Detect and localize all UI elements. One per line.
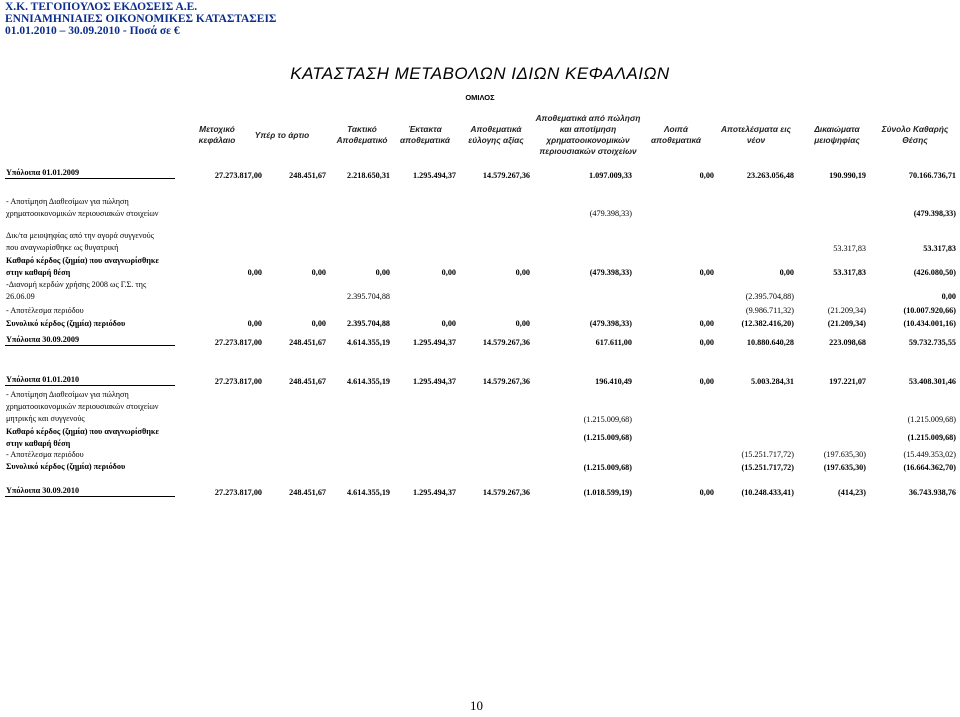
cell-value: (12.382.416,20) xyxy=(741,319,794,328)
col-header-afs-reserves: Αποθεματικά από πώληση και αποτίμηση χρηματοοικονομικών περιουσιακών στοιχείων xyxy=(535,113,641,156)
row-label-balance-2009-end: Υπόλοιπα 30.09.2009 xyxy=(6,335,80,344)
cell-value: 5.003.284,31 xyxy=(751,377,794,386)
cell-value: 0,00 xyxy=(247,319,262,328)
row-divider xyxy=(5,345,175,346)
cell-value: 14.579.267,36 xyxy=(482,338,530,347)
cell-value: 10.880.640,28 xyxy=(746,338,794,347)
cell-value: (15.251.717,72) xyxy=(741,463,794,472)
cell-value: 248.451,67 xyxy=(289,488,326,497)
cell-value: 0,00 xyxy=(699,171,714,180)
cell-value: 0,00 xyxy=(441,319,456,328)
col-header-minority-interest: Δικαιώματα μειοψηφίας xyxy=(814,124,860,145)
cell-value: 53.317,83 xyxy=(833,244,866,253)
cell-value: (479.398,33) xyxy=(589,268,632,277)
cell-value: (1.215.009,68) xyxy=(907,433,956,442)
cell-value: 223.098,68 xyxy=(829,338,866,347)
cell-value: 14.579.267,36 xyxy=(482,377,530,386)
cell-value: (1.215.009,68) xyxy=(583,463,632,472)
period-label: 01.01.2010 – 30.09.2010 - Ποσά σε € xyxy=(5,25,180,37)
cell-value: 4.614.355,19 xyxy=(347,377,390,386)
cell-value: 190.990,19 xyxy=(829,171,866,180)
cell-value: (9.986.711,32) xyxy=(745,306,794,315)
page-title: ΚΑΤΑΣΤΑΣΗ ΜΕΤΑΒΟΛΩΝ ΙΔΙΩΝ ΚΕΦΑΛΑΙΩΝ xyxy=(290,64,670,83)
cell-value: 248.451,67 xyxy=(289,171,326,180)
cell-value: (1.215.009,68) xyxy=(907,415,956,424)
row-label-net-equity-2009: Καθαρό κέρδος (ζημία) που αναγνωρίσθηκε xyxy=(6,256,159,265)
cell-value: (1.215.009,68) xyxy=(583,415,632,424)
cell-value: (479.398,33) xyxy=(589,209,632,218)
cell-value: (21.209,34) xyxy=(827,319,866,328)
row-label-net-equity-2010: Καθαρό κέρδος (ζημία) που αναγνωρίσθηκε xyxy=(6,427,159,436)
cell-value: 0,00 xyxy=(247,268,262,277)
cell-value: 4.614.355,19 xyxy=(347,338,390,347)
cell-value: 0,00 xyxy=(375,268,390,277)
cell-value: 27.273.817,00 xyxy=(214,338,262,347)
cell-value: 0,00 xyxy=(441,268,456,277)
row-label-afs-2010-cont2: μητρικής και συγγενούς xyxy=(6,414,85,423)
row-label-period-result-2010: - Αποτέλεσμα περιόδου xyxy=(6,450,84,459)
cell-value: 248.451,67 xyxy=(289,338,326,347)
cell-value: (426.080,50) xyxy=(913,268,956,277)
cell-value: 248.451,67 xyxy=(289,377,326,386)
cell-value: (15.251.717,72) xyxy=(741,450,794,459)
row-label-afs-2010: - Αποτίμηση Διαθεσίμων για πώληση xyxy=(6,390,129,399)
cell-value: 1.295.494,37 xyxy=(413,377,456,386)
cell-value: 53.317,83 xyxy=(833,268,866,277)
cell-value: 59.732.735,55 xyxy=(908,338,956,347)
cell-value: 0,00 xyxy=(699,268,714,277)
cell-value: (10.248.433,41) xyxy=(741,488,794,497)
cell-value: (2.395.704,88) xyxy=(745,292,794,301)
row-label-afs-2010-cont: χρηματοοικονομικών περιουσιακών στοιχείων xyxy=(6,402,159,411)
cell-value: (1.215.009,68) xyxy=(583,433,632,442)
cell-value: 617.611,00 xyxy=(595,338,632,347)
cell-value: 2.395.704,88 xyxy=(347,319,390,328)
cell-value: 27.273.817,00 xyxy=(214,488,262,497)
cell-value: 0,00 xyxy=(699,488,714,497)
cell-value: 0,00 xyxy=(311,268,326,277)
row-label-balance-2010-start: Υπόλοιπα 01.01.2010 xyxy=(6,375,80,384)
col-header-total-equity: Σύνολο Καθαρής Θέσης xyxy=(881,124,949,145)
cell-value: 1.097.009,33 xyxy=(589,171,632,180)
row-label-minority-2009: Δικ/τα μειοψηφίας από την αγορά συγγενούς xyxy=(6,231,154,240)
cell-value: 14.579.267,36 xyxy=(482,488,530,497)
page-number: 10 xyxy=(470,698,483,713)
statements-title: ΕΝΝΙΑΜΗΝΙΑΙΕΣ ΟΙΚΟΝΟΜΙΚΕΣ ΚΑΤΑΣΤΑΣΕΙΣ xyxy=(5,13,277,25)
cell-value: 53.317,83 xyxy=(923,244,956,253)
cell-value: 0,00 xyxy=(515,268,530,277)
cell-value: (479.398,33) xyxy=(589,319,632,328)
cell-value: (197.635,30) xyxy=(823,450,866,459)
col-header-statutory-reserve: Τακτικό Αποθεματικό xyxy=(336,124,388,145)
cell-value: 0,00 xyxy=(515,319,530,328)
col-header-share-capital: Μετοχικό κεφάλαιο xyxy=(198,124,236,145)
row-label-balance-2009-start: Υπόλοιπα 01.01.2009 xyxy=(6,168,80,177)
row-label-distribution-date: 26.06.09 xyxy=(6,292,35,301)
cell-value: 1.295.494,37 xyxy=(413,488,456,497)
row-label-total-income-2010: Συνολικό κέρδος (ζημία) περιόδου xyxy=(6,462,126,471)
cell-value: (197.635,30) xyxy=(823,463,866,472)
cell-value: 27.273.817,00 xyxy=(214,171,262,180)
row-divider xyxy=(5,178,175,179)
page-subtitle: ΟΜΙΛΟΣ xyxy=(465,93,495,102)
row-label-net-equity-2009-cont: στην καθαρή θέση xyxy=(6,268,71,277)
cell-value: 197.221,07 xyxy=(829,377,866,386)
row-label-period-result-2009: - Αποτέλεσμα περιόδου xyxy=(6,306,84,315)
row-label-net-equity-2010-cont: στην καθαρή θέση xyxy=(6,439,71,448)
row-label-afs-2009-cont: χρηματοοικονομικών περιουσιακών στοιχείων xyxy=(6,209,159,218)
cell-value: 23.263.056,48 xyxy=(746,171,794,180)
row-label-total-income-2009: Συνολικό κέρδος (ζημία) περιόδου xyxy=(6,319,126,328)
cell-value: 4.614.355,19 xyxy=(347,488,390,497)
cell-value: (479.398,33) xyxy=(913,209,956,218)
cell-value: (414,23) xyxy=(838,488,866,497)
cell-value: (15.449.353,02) xyxy=(903,450,956,459)
cell-value: (16.664.362,70) xyxy=(903,463,956,472)
cell-value: 0,00 xyxy=(699,319,714,328)
cell-value: 0,00 xyxy=(699,338,714,347)
cell-value: 0,00 xyxy=(311,319,326,328)
cell-value: (21.209,34) xyxy=(827,306,866,315)
col-header-fair-value-reserves: Αποθεματικά εύλογης αξίας xyxy=(468,124,524,145)
cell-value: 196.410,49 xyxy=(595,377,632,386)
col-header-share-premium: Υπέρ το άρτιο xyxy=(254,130,310,140)
cell-value: 2.395.704,88 xyxy=(347,292,390,301)
cell-value: (1.018.599,19) xyxy=(583,488,632,497)
cell-value: 1.295.494,37 xyxy=(413,338,456,347)
cell-value: 36.743.938,76 xyxy=(908,488,956,497)
cell-value: 53.408.301,46 xyxy=(908,377,956,386)
cell-value: (10.007.920,66) xyxy=(903,306,956,315)
cell-value: 70.166.736,71 xyxy=(908,171,956,180)
cell-value: 14.579.267,36 xyxy=(482,171,530,180)
row-label-minority-2009-cont: που αναγνωρίσθηκε ως θυγατρική xyxy=(6,243,119,252)
cell-value: (10.434.001,16) xyxy=(903,319,956,328)
row-label-afs-2009: - Αποτίμηση Διαθεσίμων για πώληση xyxy=(6,197,129,206)
cell-value: 0,00 xyxy=(779,268,794,277)
col-header-other-reserves: Λοιπά αποθεματικά xyxy=(650,124,702,145)
col-header-retained-earnings: Αποτελέσματα εις νέον xyxy=(721,124,791,145)
cell-value: 1.295.494,37 xyxy=(413,171,456,180)
cell-value: 0,00 xyxy=(941,292,956,301)
cell-value: 2.218.650,31 xyxy=(347,171,390,180)
row-label-balance-2010-end: Υπόλοιπα 30.09.2010 xyxy=(6,486,80,495)
row-divider xyxy=(5,385,175,386)
cell-value: 0,00 xyxy=(699,377,714,386)
row-divider xyxy=(5,496,175,497)
row-label-distribution: -Διανομή κερδών χρήσης 2008 ως Γ.Σ. της xyxy=(6,280,147,289)
company-name: Χ.Κ. ΤΕΓΟΠΟΥΛΟΣ ΕΚΔΟΣΕΙΣ Α.Ε. xyxy=(5,1,198,13)
col-header-extraordinary-reserves: Έκτακτα αποθεματικά xyxy=(399,124,451,145)
cell-value: 27.273.817,00 xyxy=(214,377,262,386)
